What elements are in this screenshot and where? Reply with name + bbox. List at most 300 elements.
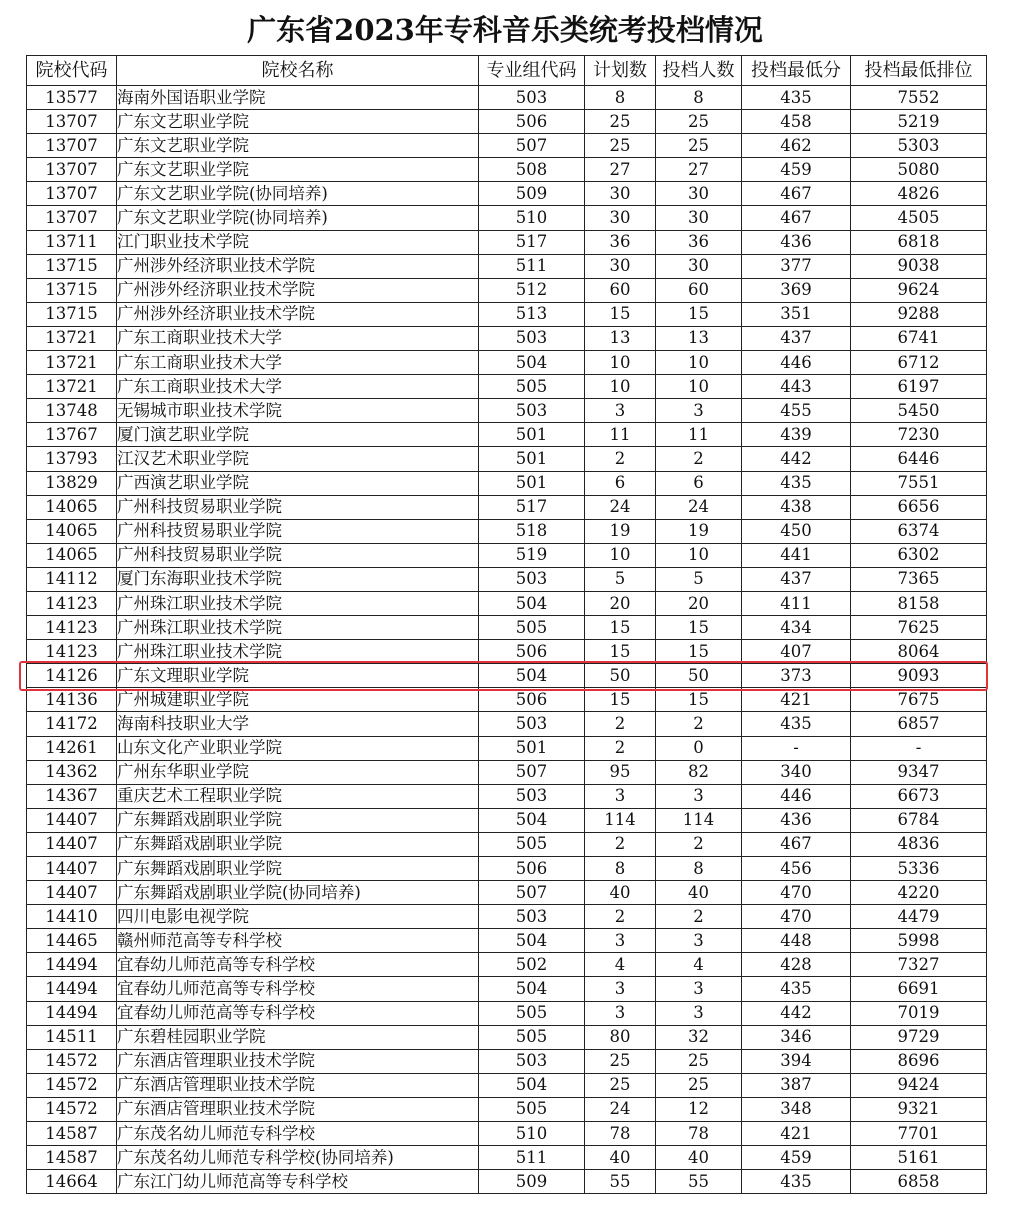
plan-count-cell: 40 xyxy=(585,1146,656,1170)
school-name-cell: 广东文艺职业学院(协同培养) xyxy=(117,206,479,230)
group-code-cell: 517 xyxy=(479,495,585,519)
min-score-cell: 467 xyxy=(742,206,851,230)
table-row xyxy=(27,351,987,375)
admitted-count-cell: 3 xyxy=(656,784,742,808)
group-code-cell: 504 xyxy=(479,664,585,688)
min-score-cell: 439 xyxy=(742,423,851,447)
school-name-cell: 广东酒店管理职业技术学院 xyxy=(117,1049,479,1073)
group-code-cell: 505 xyxy=(479,375,585,399)
min-rank-cell: 9729 xyxy=(851,1025,987,1049)
school-code-cell: 13793 xyxy=(27,447,117,471)
school-code-cell: 13748 xyxy=(27,399,117,423)
group-code-cell: 504 xyxy=(479,808,585,832)
table-row xyxy=(27,206,987,230)
admitted-count-cell: 3 xyxy=(656,399,742,423)
min-rank-cell: 4479 xyxy=(851,905,987,929)
group-code-cell: 506 xyxy=(479,110,585,134)
table-row xyxy=(27,278,987,302)
min-score-cell: 421 xyxy=(742,1122,851,1146)
min-score-cell: 446 xyxy=(742,784,851,808)
admitted-count-cell: 10 xyxy=(656,375,742,399)
school-code-cell: 13721 xyxy=(27,351,117,375)
plan-count-cell: 25 xyxy=(585,1049,656,1073)
school-code-cell: 14410 xyxy=(27,905,117,929)
school-code-cell: 13767 xyxy=(27,423,117,447)
school-name-cell: 广州城建职业学院 xyxy=(117,688,479,712)
school-code-cell: 13707 xyxy=(27,206,117,230)
group-code-cell: 507 xyxy=(479,134,585,158)
school-code-cell: 14407 xyxy=(27,808,117,832)
school-name-cell: 江汉艺术职业学院 xyxy=(117,447,479,471)
min-score-cell: 470 xyxy=(742,881,851,905)
plan-count-cell: 6 xyxy=(585,471,656,495)
admitted-count-cell: 5 xyxy=(656,567,742,591)
group-code-cell: 503 xyxy=(479,1049,585,1073)
school-code-cell: 13715 xyxy=(27,278,117,302)
table-row xyxy=(27,1049,987,1073)
min-rank-cell: - xyxy=(851,736,987,760)
plan-count-cell: 114 xyxy=(585,808,656,832)
min-rank-cell: 9093 xyxy=(851,664,987,688)
school-name-cell: 广东文艺职业学院 xyxy=(117,110,479,134)
table-row xyxy=(27,519,987,543)
school-code-cell: 14587 xyxy=(27,1122,117,1146)
min-rank-cell: 5080 xyxy=(851,158,987,182)
group-code-cell: 505 xyxy=(479,1025,585,1049)
min-score-cell: 411 xyxy=(742,591,851,615)
min-score-cell: 428 xyxy=(742,953,851,977)
plan-count-cell: 15 xyxy=(585,688,656,712)
group-code-cell: 505 xyxy=(479,1097,585,1121)
table-row xyxy=(27,905,987,929)
plan-count-cell: 55 xyxy=(585,1170,656,1194)
school-name-cell: 广州珠江职业技术学院 xyxy=(117,640,479,664)
group-code-cell: 501 xyxy=(479,447,585,471)
table-row xyxy=(27,736,987,760)
school-name-cell: 广州科技贸易职业学院 xyxy=(117,543,479,567)
table-row xyxy=(27,832,987,856)
admitted-count-cell: 8 xyxy=(656,857,742,881)
admitted-count-cell: 114 xyxy=(656,808,742,832)
plan-count-cell: 10 xyxy=(585,543,656,567)
admitted-count-cell: 40 xyxy=(656,1146,742,1170)
min-rank-cell: 4505 xyxy=(851,206,987,230)
min-score-cell: 441 xyxy=(742,543,851,567)
plan-count-cell: 2 xyxy=(585,736,656,760)
admitted-count-cell: 36 xyxy=(656,230,742,254)
school-name-cell: 广州涉外经济职业技术学院 xyxy=(117,302,479,326)
plan-count-cell: 15 xyxy=(585,640,656,664)
school-name-cell: 无锡城市职业技术学院 xyxy=(117,399,479,423)
group-code-cell: 504 xyxy=(479,351,585,375)
plan-count-cell: 15 xyxy=(585,302,656,326)
group-code-cell: 510 xyxy=(479,206,585,230)
group-code-cell: 510 xyxy=(479,1122,585,1146)
plan-count-cell: 4 xyxy=(585,953,656,977)
admitted-count-cell: 30 xyxy=(656,254,742,278)
admitted-count-cell: 82 xyxy=(656,760,742,784)
min-score-cell: - xyxy=(742,736,851,760)
school-name-cell: 厦门演艺职业学院 xyxy=(117,423,479,447)
table-row xyxy=(27,399,987,423)
admitted-count-cell: 30 xyxy=(656,182,742,206)
school-name-cell: 重庆艺术工程职业学院 xyxy=(117,784,479,808)
plan-count-cell: 2 xyxy=(585,712,656,736)
group-code-cell: 517 xyxy=(479,230,585,254)
column-header: 院校名称 xyxy=(117,56,479,86)
plan-count-cell: 25 xyxy=(585,1073,656,1097)
min-rank-cell: 5336 xyxy=(851,857,987,881)
school-code-cell: 14172 xyxy=(27,712,117,736)
school-name-cell: 广东舞蹈戏剧职业学院(协同培养) xyxy=(117,881,479,905)
min-score-cell: 346 xyxy=(742,1025,851,1049)
plan-count-cell: 10 xyxy=(585,375,656,399)
table-row xyxy=(27,1146,987,1170)
min-rank-cell: 5161 xyxy=(851,1146,987,1170)
min-score-cell: 340 xyxy=(742,760,851,784)
admitted-count-cell: 15 xyxy=(656,688,742,712)
min-rank-cell: 6302 xyxy=(851,543,987,567)
group-code-cell: 502 xyxy=(479,953,585,977)
admitted-count-cell: 15 xyxy=(656,616,742,640)
school-code-cell: 13829 xyxy=(27,471,117,495)
table-row xyxy=(27,447,987,471)
school-code-cell: 13707 xyxy=(27,182,117,206)
min-rank-cell: 5303 xyxy=(851,134,987,158)
school-name-cell: 海南外国语职业学院 xyxy=(117,86,479,110)
min-rank-cell: 7551 xyxy=(851,471,987,495)
school-code-cell: 14407 xyxy=(27,832,117,856)
table-row xyxy=(27,1170,987,1194)
min-rank-cell: 6446 xyxy=(851,447,987,471)
table-row xyxy=(27,808,987,832)
min-score-cell: 421 xyxy=(742,688,851,712)
school-name-cell: 宜春幼儿师范高等专科学校 xyxy=(117,1001,479,1025)
table-header-row xyxy=(27,56,987,86)
min-score-cell: 437 xyxy=(742,326,851,350)
school-name-cell: 赣州师范高等专科学校 xyxy=(117,929,479,953)
school-name-cell: 广东酒店管理职业技术学院 xyxy=(117,1073,479,1097)
min-rank-cell: 6712 xyxy=(851,351,987,375)
admitted-count-cell: 11 xyxy=(656,423,742,447)
table-row xyxy=(27,567,987,591)
min-rank-cell: 6858 xyxy=(851,1170,987,1194)
school-name-cell: 海南科技职业大学 xyxy=(117,712,479,736)
min-score-cell: 456 xyxy=(742,857,851,881)
group-code-cell: 503 xyxy=(479,399,585,423)
table-row xyxy=(27,1001,987,1025)
school-name-cell: 广州东华职业学院 xyxy=(117,760,479,784)
min-rank-cell: 6857 xyxy=(851,712,987,736)
table-row xyxy=(27,640,987,664)
group-code-cell: 506 xyxy=(479,688,585,712)
school-code-cell: 14362 xyxy=(27,760,117,784)
group-code-cell: 518 xyxy=(479,519,585,543)
min-rank-cell: 4826 xyxy=(851,182,987,206)
group-code-cell: 512 xyxy=(479,278,585,302)
admitted-count-cell: 2 xyxy=(656,832,742,856)
table-row xyxy=(27,86,987,110)
min-rank-cell: 7625 xyxy=(851,616,987,640)
admitted-count-cell: 8 xyxy=(656,86,742,110)
school-name-cell: 江门职业技术学院 xyxy=(117,230,479,254)
group-code-cell: 508 xyxy=(479,158,585,182)
min-rank-cell: 8158 xyxy=(851,591,987,615)
plan-count-cell: 3 xyxy=(585,1001,656,1025)
school-name-cell: 广东碧桂园职业学院 xyxy=(117,1025,479,1049)
school-code-cell: 14112 xyxy=(27,567,117,591)
table-row xyxy=(27,881,987,905)
min-score-cell: 387 xyxy=(742,1073,851,1097)
plan-count-cell: 95 xyxy=(585,760,656,784)
plan-count-cell: 36 xyxy=(585,230,656,254)
plan-count-cell: 25 xyxy=(585,110,656,134)
min-score-cell: 369 xyxy=(742,278,851,302)
plan-count-cell: 8 xyxy=(585,857,656,881)
min-rank-cell: 7327 xyxy=(851,953,987,977)
min-score-cell: 437 xyxy=(742,567,851,591)
school-name-cell: 四川电影电视学院 xyxy=(117,905,479,929)
admitted-count-cell: 0 xyxy=(656,736,742,760)
min-score-cell: 394 xyxy=(742,1049,851,1073)
admitted-count-cell: 15 xyxy=(656,640,742,664)
group-code-cell: 501 xyxy=(479,471,585,495)
plan-count-cell: 50 xyxy=(585,664,656,688)
school-code-cell: 13721 xyxy=(27,326,117,350)
group-code-cell: 519 xyxy=(479,543,585,567)
min-score-cell: 442 xyxy=(742,1001,851,1025)
table-row xyxy=(27,302,987,326)
table-row xyxy=(27,977,987,1001)
min-rank-cell: 7230 xyxy=(851,423,987,447)
school-code-cell: 14407 xyxy=(27,857,117,881)
school-code-cell: 14494 xyxy=(27,977,117,1001)
admitted-count-cell: 10 xyxy=(656,351,742,375)
min-rank-cell: 6673 xyxy=(851,784,987,808)
school-name-cell: 广东文艺职业学院 xyxy=(117,134,479,158)
table-row xyxy=(27,471,987,495)
table-row xyxy=(27,953,987,977)
admitted-count-cell: 15 xyxy=(656,302,742,326)
group-code-cell: 501 xyxy=(479,736,585,760)
school-name-cell: 广东江门幼儿师范高等专科学校 xyxy=(117,1170,479,1194)
min-rank-cell: 6784 xyxy=(851,808,987,832)
admitted-count-cell: 12 xyxy=(656,1097,742,1121)
min-rank-cell: 9038 xyxy=(851,254,987,278)
admitted-count-cell: 25 xyxy=(656,110,742,134)
admitted-count-cell: 50 xyxy=(656,664,742,688)
admitted-count-cell: 25 xyxy=(656,1049,742,1073)
school-name-cell: 广东酒店管理职业技术学院 xyxy=(117,1097,479,1121)
school-code-cell: 14261 xyxy=(27,736,117,760)
school-name-cell: 宜春幼儿师范高等专科学校 xyxy=(117,977,479,1001)
admitted-count-cell: 55 xyxy=(656,1170,742,1194)
school-code-cell: 13715 xyxy=(27,302,117,326)
min-score-cell: 443 xyxy=(742,375,851,399)
min-score-cell: 470 xyxy=(742,905,851,929)
plan-count-cell: 20 xyxy=(585,591,656,615)
min-rank-cell: 7552 xyxy=(851,86,987,110)
plan-count-cell: 2 xyxy=(585,832,656,856)
plan-count-cell: 30 xyxy=(585,182,656,206)
school-name-cell: 广州涉外经济职业技术学院 xyxy=(117,278,479,302)
page-title: 广东省2023年专科音乐类统考投档情况 xyxy=(247,13,763,47)
group-code-cell: 509 xyxy=(479,182,585,206)
min-rank-cell: 6656 xyxy=(851,495,987,519)
min-rank-cell: 9624 xyxy=(851,278,987,302)
min-score-cell: 436 xyxy=(742,230,851,254)
school-name-cell: 广州涉外经济职业技术学院 xyxy=(117,254,479,278)
school-code-cell: 14123 xyxy=(27,640,117,664)
admitted-count-cell: 32 xyxy=(656,1025,742,1049)
school-code-cell: 14494 xyxy=(27,953,117,977)
plan-count-cell: 27 xyxy=(585,158,656,182)
min-score-cell: 348 xyxy=(742,1097,851,1121)
plan-count-cell: 24 xyxy=(585,1097,656,1121)
table-row xyxy=(27,688,987,712)
school-code-cell: 14123 xyxy=(27,591,117,615)
table-row xyxy=(27,230,987,254)
min-rank-cell: 7365 xyxy=(851,567,987,591)
admitted-count-cell: 20 xyxy=(656,591,742,615)
min-rank-cell: 8064 xyxy=(851,640,987,664)
min-score-cell: 450 xyxy=(742,519,851,543)
group-code-cell: 503 xyxy=(479,567,585,591)
plan-count-cell: 8 xyxy=(585,86,656,110)
min-rank-cell: 5219 xyxy=(851,110,987,134)
admitted-count-cell: 27 xyxy=(656,158,742,182)
table-row xyxy=(27,929,987,953)
min-score-cell: 438 xyxy=(742,495,851,519)
group-code-cell: 503 xyxy=(479,86,585,110)
admitted-count-cell: 30 xyxy=(656,206,742,230)
min-score-cell: 442 xyxy=(742,447,851,471)
min-score-cell: 446 xyxy=(742,351,851,375)
plan-count-cell: 2 xyxy=(585,447,656,471)
school-name-cell: 广东工商职业技术大学 xyxy=(117,375,479,399)
admitted-count-cell: 3 xyxy=(656,929,742,953)
plan-count-cell: 15 xyxy=(585,616,656,640)
min-score-cell: 435 xyxy=(742,471,851,495)
admitted-count-cell: 24 xyxy=(656,495,742,519)
min-rank-cell: 6691 xyxy=(851,977,987,1001)
min-score-cell: 435 xyxy=(742,86,851,110)
plan-count-cell: 30 xyxy=(585,206,656,230)
school-code-cell: 14065 xyxy=(27,543,117,567)
school-code-cell: 14126 xyxy=(27,664,117,688)
table-row xyxy=(27,616,987,640)
school-code-cell: 13577 xyxy=(27,86,117,110)
min-score-cell: 459 xyxy=(742,1146,851,1170)
admitted-count-cell: 78 xyxy=(656,1122,742,1146)
min-score-cell: 436 xyxy=(742,808,851,832)
min-score-cell: 435 xyxy=(742,1170,851,1194)
min-rank-cell: 7701 xyxy=(851,1122,987,1146)
admission-table xyxy=(26,55,987,1194)
plan-count-cell: 19 xyxy=(585,519,656,543)
plan-count-cell: 3 xyxy=(585,929,656,953)
min-score-cell: 467 xyxy=(742,182,851,206)
table-row xyxy=(27,1097,987,1121)
admitted-count-cell: 25 xyxy=(656,1073,742,1097)
min-score-cell: 448 xyxy=(742,929,851,953)
school-code-cell: 14587 xyxy=(27,1146,117,1170)
min-rank-cell: 6197 xyxy=(851,375,987,399)
school-name-cell: 广州科技贸易职业学院 xyxy=(117,519,479,543)
min-rank-cell: 9424 xyxy=(851,1073,987,1097)
school-code-cell: 14572 xyxy=(27,1049,117,1073)
school-code-cell: 14367 xyxy=(27,784,117,808)
plan-count-cell: 78 xyxy=(585,1122,656,1146)
plan-count-cell: 5 xyxy=(585,567,656,591)
table-row xyxy=(27,375,987,399)
table-row xyxy=(27,254,987,278)
min-rank-cell: 7019 xyxy=(851,1001,987,1025)
school-code-cell: 14572 xyxy=(27,1073,117,1097)
min-score-cell: 435 xyxy=(742,977,851,1001)
school-code-cell: 14572 xyxy=(27,1097,117,1121)
plan-count-cell: 30 xyxy=(585,254,656,278)
school-name-cell: 广东文艺职业学院 xyxy=(117,158,479,182)
table-row xyxy=(27,182,987,206)
table-body xyxy=(27,86,987,1194)
school-name-cell: 宜春幼儿师范高等专科学校 xyxy=(117,953,479,977)
group-code-cell: 503 xyxy=(479,905,585,929)
min-score-cell: 407 xyxy=(742,640,851,664)
plan-count-cell: 10 xyxy=(585,351,656,375)
school-name-cell: 厦门东海职业技术学院 xyxy=(117,567,479,591)
table-row xyxy=(27,591,987,615)
table-row xyxy=(27,712,987,736)
school-name-cell: 广东工商职业技术大学 xyxy=(117,326,479,350)
group-code-cell: 504 xyxy=(479,591,585,615)
school-code-cell: 14123 xyxy=(27,616,117,640)
table-row xyxy=(27,134,987,158)
plan-count-cell: 2 xyxy=(585,905,656,929)
school-code-cell: 14136 xyxy=(27,688,117,712)
table-row xyxy=(27,495,987,519)
school-code-cell: 14664 xyxy=(27,1170,117,1194)
column-header: 计划数 xyxy=(585,56,656,86)
plan-count-cell: 13 xyxy=(585,326,656,350)
school-code-cell: 14065 xyxy=(27,519,117,543)
school-name-cell: 广东茂名幼儿师范专科学校 xyxy=(117,1122,479,1146)
min-score-cell: 435 xyxy=(742,712,851,736)
table-row xyxy=(27,326,987,350)
min-rank-cell: 7675 xyxy=(851,688,987,712)
plan-count-cell: 60 xyxy=(585,278,656,302)
school-code-cell: 14465 xyxy=(27,929,117,953)
admitted-count-cell: 40 xyxy=(656,881,742,905)
school-name-cell: 广东茂名幼儿师范专科学校(协同培养) xyxy=(117,1146,479,1170)
group-code-cell: 505 xyxy=(479,832,585,856)
admitted-count-cell: 2 xyxy=(656,447,742,471)
plan-count-cell: 24 xyxy=(585,495,656,519)
table-row xyxy=(27,784,987,808)
min-rank-cell: 6374 xyxy=(851,519,987,543)
school-name-cell: 广东舞蹈戏剧职业学院 xyxy=(117,808,479,832)
group-code-cell: 504 xyxy=(479,977,585,1001)
column-header: 投档最低排位 xyxy=(851,56,987,86)
admitted-count-cell: 2 xyxy=(656,905,742,929)
column-header: 投档人数 xyxy=(656,56,742,86)
school-name-cell: 广州科技贸易职业学院 xyxy=(117,495,479,519)
school-code-cell: 14494 xyxy=(27,1001,117,1025)
min-rank-cell: 4836 xyxy=(851,832,987,856)
table-row xyxy=(27,543,987,567)
table-row xyxy=(27,423,987,447)
group-code-cell: 505 xyxy=(479,616,585,640)
